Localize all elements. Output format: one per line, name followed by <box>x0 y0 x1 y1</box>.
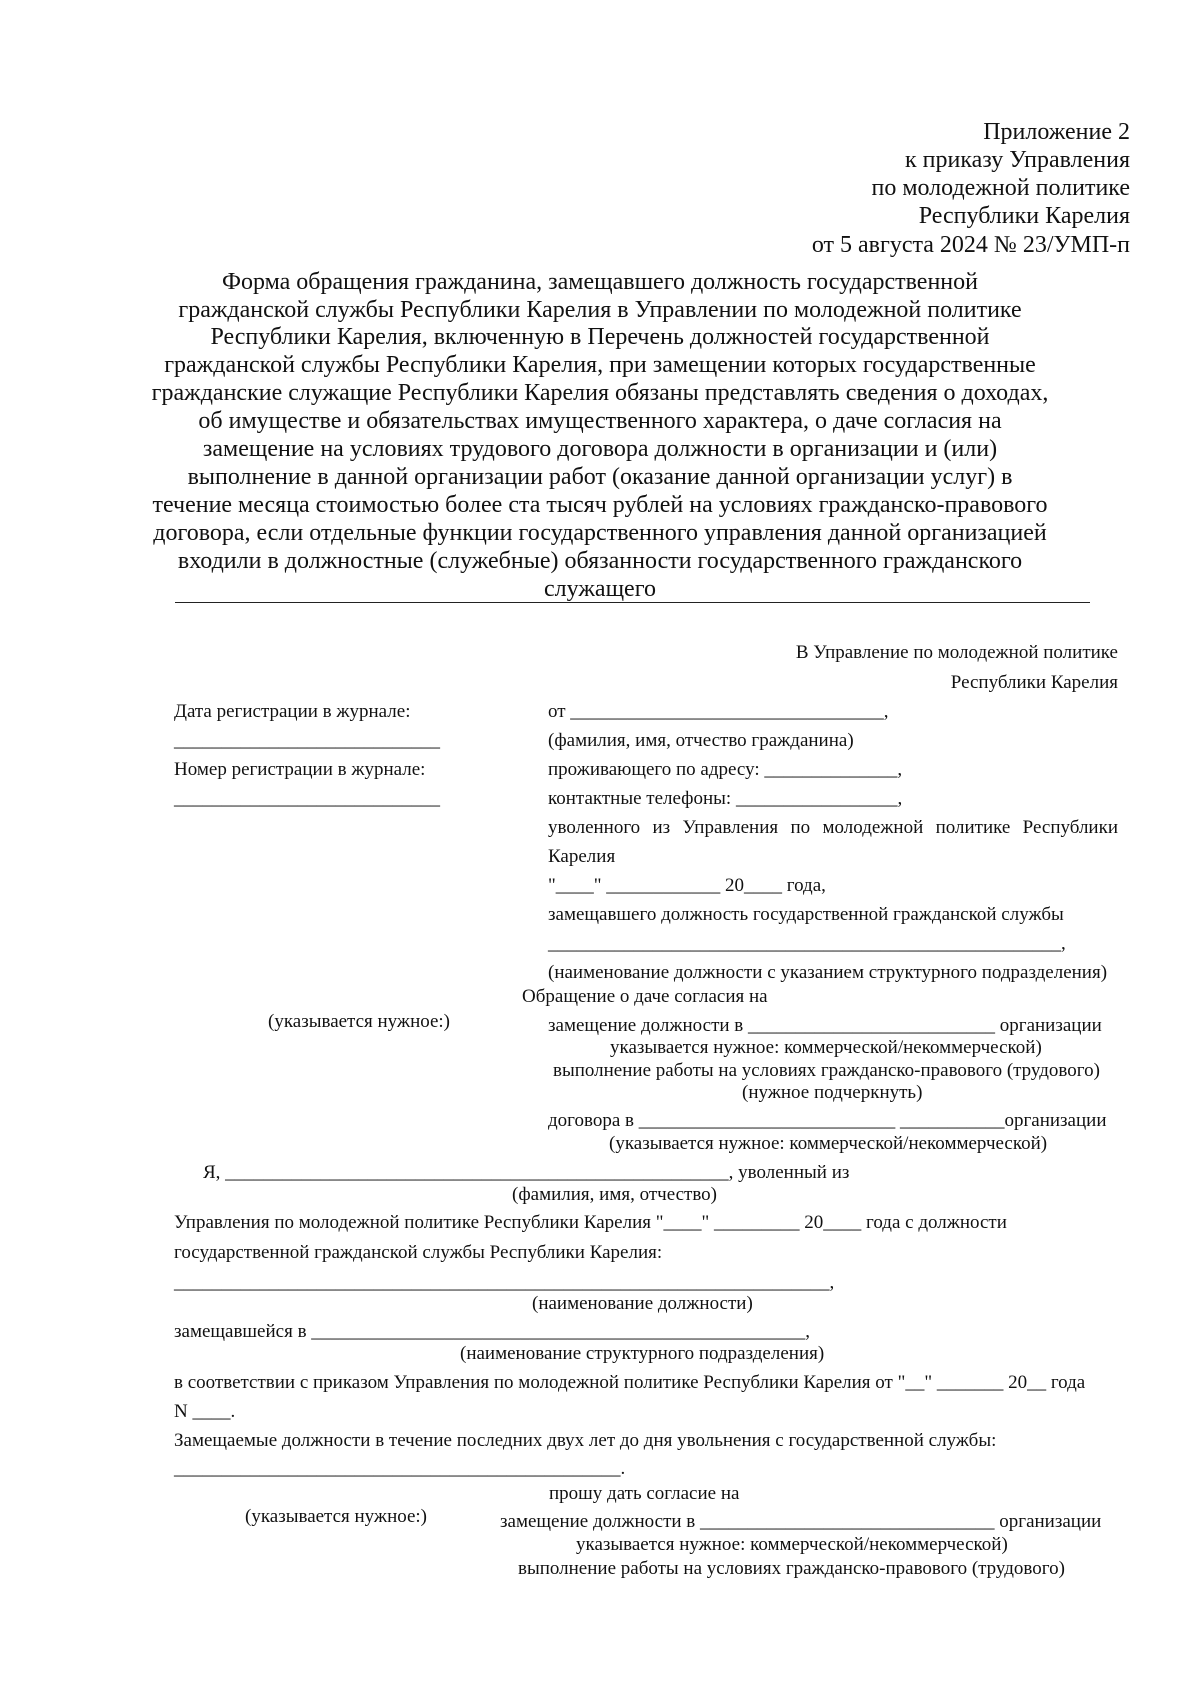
appendix-line-1: Приложение 2 <box>983 119 1130 145</box>
addressee-line-1: В Управление по молодежной политике <box>795 642 1118 663</box>
title-line: Республики Карелия, включенную в Перечень должностей государственной <box>210 324 990 350</box>
appendix-line-3: по молодежной политике <box>871 175 1130 201</box>
org-type-caption-2: (указывается нужное: коммерческой/некоммерческой) <box>609 1133 1048 1154</box>
statement-order-number-field[interactable]: N ____. <box>174 1401 236 1422</box>
title-line: договора, если отдельные функции государственного управления данной организацией <box>153 520 1047 546</box>
title-line: замещение на условиях трудового договора должности в организации и (или) <box>202 436 998 462</box>
position-in-org-field-2[interactable]: замещение должности в _______________________________ организации <box>500 1511 1102 1532</box>
statement-positions-field[interactable]: _______________________________________________. <box>174 1458 626 1479</box>
registration-number-label: Номер регистрации в журнале: <box>174 759 426 780</box>
choose-note: (указывается нужное:) <box>268 1011 451 1032</box>
registration-date-field[interactable]: ____________________________ <box>174 730 440 751</box>
statement-unit-caption: (наименование структурного подразделения) <box>460 1343 825 1364</box>
work-conditions-line: выполнение работы на условиях гражданско-правового (трудового) <box>553 1060 1100 1081</box>
sender-position-line: замещавшего должность государственной гражданской службы <box>548 904 1064 925</box>
statement-fio-caption: (фамилия, имя, отчество) <box>512 1184 718 1205</box>
appendix-line-5: от 5 августа 2024 № 23/УМП-п <box>811 232 1130 258</box>
sender-fio-caption: (фамилия, имя, отчество гражданина) <box>548 730 854 751</box>
sender-position-caption: (наименование должности с указанием структурного подразделения) <box>548 962 1108 983</box>
statement-service-line: государственной гражданской службы Республики Карелия: <box>174 1242 663 1263</box>
statement-positions-heading: Замещаемые должности в течение последних двух лет до дня увольнения с государственной службы: <box>174 1430 997 1451</box>
sender-from-field[interactable]: от _________________________________, <box>548 701 889 722</box>
sender-position-field[interactable]: ______________________________________________________, <box>548 933 1066 954</box>
statement-order-line[interactable]: в соответствии с приказом Управления по молодежной политике Республики Карелия от "__" _______ 20__ года <box>174 1372 1086 1393</box>
title-line: гражданские служащие Республики Карелия обязаны представлять сведения о доходах, <box>151 380 1049 406</box>
contract-org-field[interactable]: договора в ___________________________ ___________организации <box>548 1110 1107 1131</box>
underline-caption: (нужное подчеркнуть) <box>742 1082 923 1103</box>
sender-dismissed-line-1: уволенного из Управления по молодежной политике Республики <box>548 817 1118 838</box>
addressee-line-2: Республики Карелия <box>950 672 1118 693</box>
work-conditions-line-2: выполнение работы на условиях гражданско-правового (трудового) <box>518 1558 1065 1579</box>
title-line: об имуществе и обязательствах имущественного характера, о даче согласия на <box>198 408 1002 434</box>
title-line: входили в должностные (служебные) обязанности государственного гражданского <box>177 548 1023 574</box>
sender-dismissed-date-field[interactable]: "____" ____________ 20____ года, <box>548 875 826 896</box>
title-underline <box>175 602 1090 603</box>
position-in-org-field[interactable]: замещение должности в __________________________ организации <box>548 1015 1102 1036</box>
statement-dept-line[interactable]: Управления по молодежной политике Республики Карелия "____" _________ 20____ года с должности <box>174 1212 1007 1233</box>
org-type-caption: указывается нужное: коммерческой/некоммерческой) <box>610 1037 1042 1058</box>
title-line: служащего <box>544 576 656 602</box>
statement-unit-field[interactable]: замещавшейся в ____________________________________________________, <box>174 1321 811 1342</box>
statement-position-field[interactable]: _____________________________________________________________________, <box>174 1272 835 1293</box>
sender-address-field[interactable]: проживающего по адресу: ______________, <box>548 759 903 780</box>
statement-fio-field[interactable]: Я, _____________________________________________________, уволенный из <box>203 1162 850 1183</box>
sender-phones-field[interactable]: контактные телефоны: _________________, <box>548 788 903 809</box>
registration-number-field[interactable]: ____________________________ <box>174 788 440 809</box>
registration-date-label: Дата регистрации в журнале: <box>174 701 411 722</box>
statement-position-caption: (наименование должности) <box>532 1293 753 1314</box>
choose-note-2: (указывается нужное:) <box>245 1506 428 1527</box>
org-type-caption-3: указывается нужное: коммерческой/некоммерческой) <box>576 1534 1008 1555</box>
title-line: гражданской службы Республики Карелия в Управлении по молодежной политике <box>178 297 1022 323</box>
title-line: выполнение в данной организации работ (оказание данной организации услуг) в <box>187 464 1013 490</box>
title-line: течение месяца стоимостью более ста тысяч рублей на условиях гражданско-правового <box>152 492 1048 518</box>
appendix-line-2: к приказу Управления <box>904 147 1130 173</box>
appendix-line-4: Республики Карелия <box>918 203 1130 229</box>
request2-heading: прошу дать согласие на <box>549 1483 740 1504</box>
title-line: Форма обращения гражданина, замещавшего должность государственной <box>222 269 978 295</box>
title-line: гражданской службы Республики Карелия, при замещении которых государственные <box>164 352 1036 378</box>
request-heading: Обращение о даче согласия на <box>522 986 768 1007</box>
sender-dismissed-line-2: Карелия <box>548 846 616 867</box>
